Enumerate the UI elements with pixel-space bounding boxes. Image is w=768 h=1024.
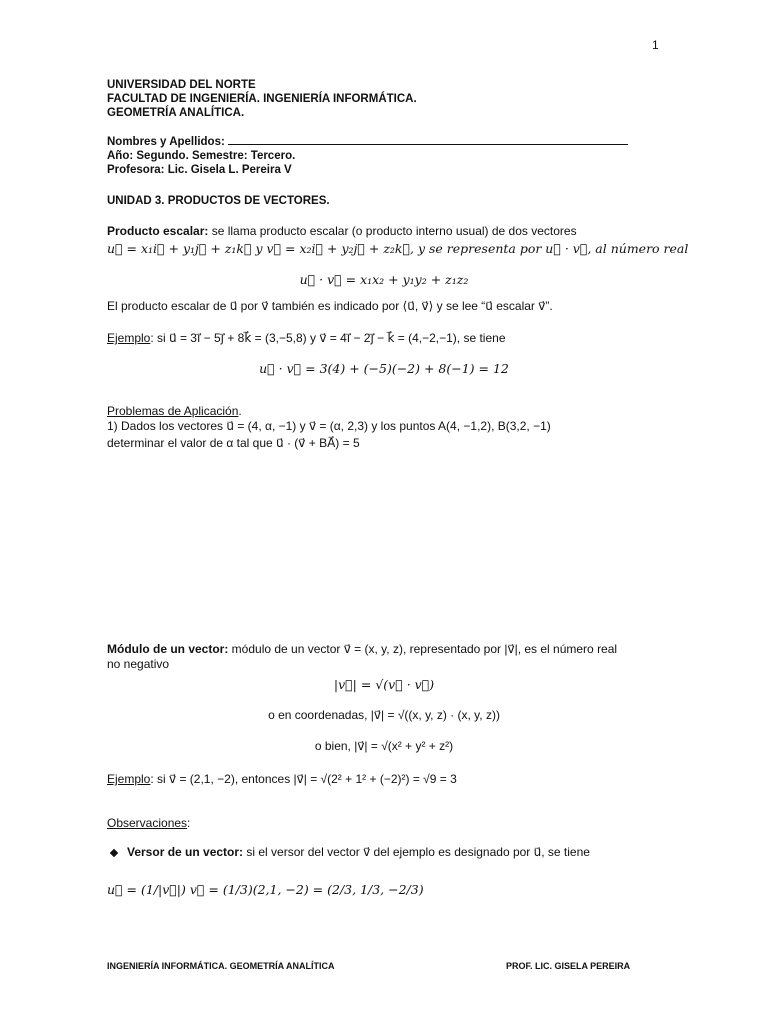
scalar-def-text: se llama producto escalar (o producto interno usual) de dos vectores (208, 224, 577, 238)
modulus-example-label: Ejemplo (107, 772, 151, 786)
modulus-formula-3: o bien, |v⃗| = √(x² + y² + z²) (314, 739, 454, 753)
document-header (107, 78, 628, 177)
example-label: Ejemplo (107, 331, 151, 345)
versor-term: Versor de un vector: (127, 845, 244, 859)
names-line (107, 134, 628, 149)
modulus-def-text: módulo de un vector v⃗ = (x, y, z), representado por |v⃗|, es el número real (228, 642, 618, 656)
modulus-formula-2: o en coordenadas, |v⃗| = √((x, y, z) · (x, y, z)) (268, 708, 500, 722)
observations-title (107, 816, 190, 831)
unit-title: UNIDAD 3. PRODUCTOS DE VECTORES. (107, 195, 330, 207)
scalar-definition (107, 224, 577, 239)
bullet-icon (110, 849, 118, 857)
modulus-example (107, 772, 457, 787)
problems-title (107, 404, 242, 419)
year-semester: Año: Segundo. Semestre: Tercero. (107, 150, 296, 162)
observations-title-end: : (187, 816, 191, 830)
professor-name: Profesora: Lic. Gisela L. Pereira V (107, 164, 292, 176)
modulus-formula-1: |v⃗| = √(v⃗ · v⃗) (333, 677, 435, 692)
example-text: : si u⃗ = 3i⃗ − 5j⃗ + 8k⃗ = (3,−5,8) y v⃗ = 4i⃗ − 2j⃗ − k⃗ = (4,−2,−1), se tiene (150, 331, 506, 345)
problems-title-end: . (238, 404, 242, 418)
versor-item (107, 845, 590, 860)
scalar-term: Producto escalar: (107, 224, 209, 238)
names-blank-line (228, 134, 628, 145)
problem-1-line-2: determinar el valor de α tal que u⃗ · (v⃗ + BA⃗) = 5 (107, 436, 360, 450)
modulus-term: Módulo de un vector: (107, 642, 229, 656)
university-name: UNIVERSIDAD DEL NORTE (107, 79, 256, 91)
problem-1-line-1: 1) Dados los vectores u⃗ = (4, α, −1) y v⃗ = (α, 2,3) y los puntos A(4, −1,2), B(3,2, −1) (107, 419, 551, 433)
modulus-def-line-2: no negativo (107, 657, 170, 671)
observations-title-text: Observaciones (107, 816, 188, 830)
versor-text: si el versor del vector v⃗ del ejemplo es designado por u⃗, se tiene (243, 845, 590, 859)
course-name: GEOMETRÍA ANALÍTICA. (107, 107, 245, 119)
modulus-definition (107, 642, 617, 657)
footer-left: INGENIERÍA INFORMÁTICA. GEOMETRÍA ANALÍTICA (107, 961, 335, 971)
scalar-formula: u⃗ · v⃗ = x₁x₂ + y₁y₂ + z₁z₂ (299, 272, 469, 287)
faculty-name: FACULTAD DE INGENIERÍA. INGENIERÍA INFORMÁTICA. (107, 93, 417, 105)
scalar-notation: El producto escalar de u⃗ por v⃗ también es indicado por ⟨u⃗, v⃗⟩ y se lee “u⃗ escalar v⃗”. (107, 299, 553, 313)
modulus-example-text: : si v⃗ = (2,1, −2), entonces |v⃗| = √(2² + 1² + (−2)²) = √9 = 3 (150, 772, 457, 786)
versor-formula: u⃗ = (1/|v⃗|) v⃗ = (1/3)(2,1, −2) = (2/3, 1/3, −2/3) (107, 882, 424, 897)
problems-title-text: Problemas de Aplicación (107, 404, 239, 418)
names-label: Nombres y Apellidos: (107, 136, 225, 148)
scalar-example (107, 331, 506, 346)
footer-right: PROF. LIC. GISELA PEREIRA (506, 961, 631, 971)
page-number: 1 (652, 38, 659, 52)
scalar-vectors-line: u⃗ = x₁i⃗ + y₁j⃗ + z₁k⃗ y v⃗ = x₂i⃗ + y₂j⃗ + z₂k⃗, y se representa por u⃗ · v⃗, al número real (107, 241, 689, 256)
scalar-example-result: u⃗ · v⃗ = 3(4) + (−5)(−2) + 8(−1) = 12 (259, 361, 509, 376)
